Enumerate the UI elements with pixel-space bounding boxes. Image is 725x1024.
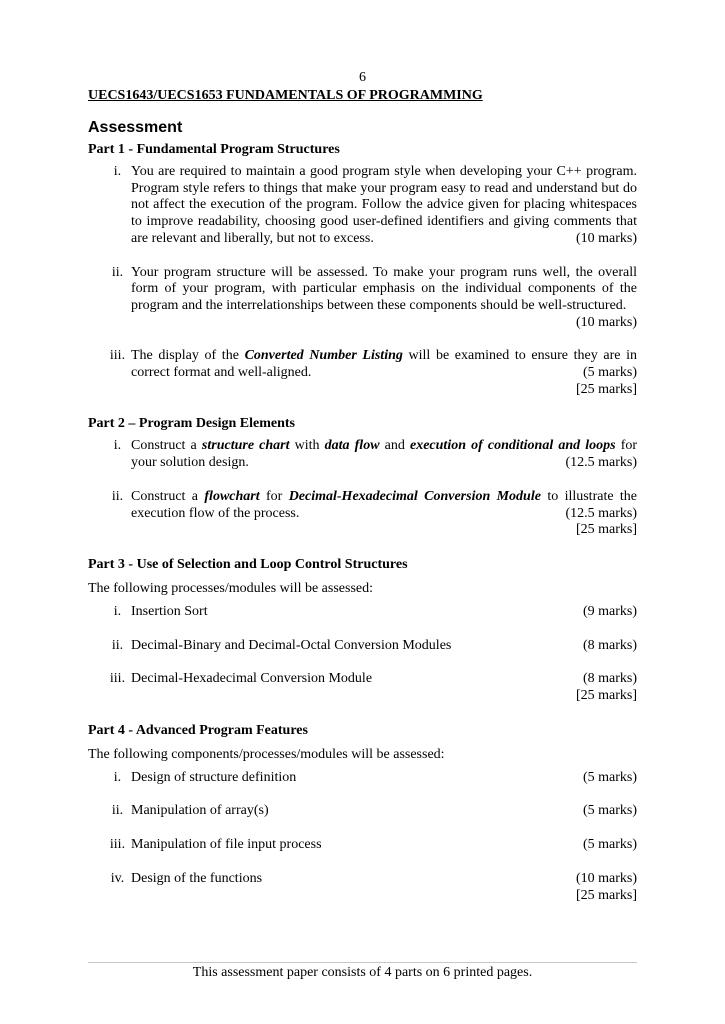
item-emphasis: flowchart [204, 488, 260, 504]
part-4-item-4 [88, 871, 637, 888]
part-3-section [88, 556, 637, 705]
item-text: Construct a [131, 438, 202, 454]
item-marks: (12.5 marks) [565, 455, 637, 471]
item-text-a: The display of the [131, 348, 245, 364]
item-number: ii. [111, 264, 124, 280]
part-4-section [88, 722, 637, 905]
item-emphasis: structure chart [201, 438, 290, 454]
item-emphasis: Converted Number Listing [244, 348, 403, 364]
document-page [88, 70, 637, 904]
part-1-title: Part 1 - Fundamental Program Structures [88, 142, 340, 157]
part-1-section [88, 141, 637, 398]
item-text: to illustrate the execution flow of the process. [131, 488, 638, 521]
item-marks: (5 marks) [582, 837, 637, 853]
item-text: Construct a [131, 488, 205, 504]
item-text: Insertion Sort [131, 603, 208, 619]
item-number: i. [113, 438, 122, 454]
item-text: Decimal-Binary and Decimal-Octal Conversion Modules [131, 637, 452, 653]
item-number: i. [113, 769, 122, 785]
part-1-item-1 [88, 164, 637, 248]
part-2-item-2 [88, 489, 637, 522]
part-4-title: Part 4 - Advanced Program Features [88, 722, 308, 738]
item-emphasis: data flow [324, 438, 380, 454]
part-3-title: Part 3 - Use of Selection and Loop Control Structures [88, 556, 408, 572]
item-number: ii. [111, 637, 124, 653]
page-number: 6 [359, 70, 366, 85]
item-number: iii. [109, 837, 126, 853]
part-1-item-3 [88, 348, 637, 381]
item-text: Design of structure definition [131, 769, 297, 785]
item-marks: (10 marks) [575, 870, 637, 886]
footer-divider [88, 962, 637, 963]
item-emphasis: Decimal-Hexadecimal Conversion Module [288, 488, 541, 504]
item-number: iii. [109, 671, 126, 687]
item-marks: (10 marks) [575, 314, 637, 330]
part-3-item-3 [88, 671, 637, 688]
item-marks: (9 marks) [582, 603, 637, 619]
item-text: You are required to maintain a good program style when developing your C++ program. Program style refers to things that make your program easy to read and understand but do not affect the execution of the program. Follow the advice given for placing whitespaces to improve readability, choosing good user-defined identifiers and giving comments that are relevant and liberally, but not to excess. [131, 164, 637, 246]
part-3-total: [25 marks] [575, 688, 637, 704]
item-marks: (8 marks) [582, 671, 637, 687]
item-text: for [259, 488, 289, 504]
part-3-item-2 [88, 638, 637, 655]
part-1-total: [25 marks] [575, 381, 637, 397]
part-3-intro: The following processes/modules will be assessed: [88, 580, 374, 596]
item-number: iii. [109, 348, 126, 364]
part-4-item-3 [88, 837, 637, 854]
item-text-b: will be examined to ensure they are in correct format and well-aligned. [131, 348, 637, 381]
part-4-intro: The following components/processes/modules will be assessed: [88, 746, 445, 762]
item-text: for your solution design. [131, 438, 638, 471]
item-text: Decimal-Hexadecimal Conversion Module [131, 671, 373, 687]
part-2-item-1 [88, 438, 637, 471]
item-marks: (8 marks) [582, 637, 637, 653]
part-2-title: Part 2 – Program Design Elements [88, 416, 295, 432]
item-marks: (5 marks) [582, 365, 637, 381]
part-4-item-1 [88, 770, 637, 787]
course-title: UECS1643/UECS1653 FUNDAMENTALS OF PROGRAMMING [88, 88, 483, 103]
item-number: i. [113, 164, 122, 179]
item-marks: (5 marks) [582, 769, 637, 785]
item-emphasis: execution of conditional and loops [410, 438, 616, 454]
item-text: Design of the functions [131, 870, 263, 886]
item-marks: (10 marks) [575, 230, 637, 246]
item-number: i. [113, 603, 122, 619]
part-1-item-2 [88, 265, 637, 332]
item-marks: (5 marks) [582, 803, 637, 819]
item-text: Manipulation of file input process [131, 837, 322, 853]
item-text: with [289, 438, 325, 454]
item-number: ii. [111, 488, 124, 504]
item-text: Manipulation of array(s) [131, 803, 269, 819]
item-text: Your program structure will be assessed. To make your program runs well, the overall form of your program, with particular emphasis on the individual components of the program and the interrelationships between these components should be well-structured. [131, 264, 637, 313]
part-2-section [88, 415, 637, 539]
part-3-item-1 [88, 604, 637, 621]
assessment-heading: Assessment [88, 119, 183, 136]
item-number: iv. [110, 870, 125, 886]
part-4-item-2 [88, 803, 637, 820]
footer-note: This assessment paper consists of 4 parts on 6 printed pages. [192, 965, 533, 980]
item-text: and [379, 438, 410, 454]
part-4-total: [25 marks] [575, 887, 637, 903]
part-2-total: [25 marks] [575, 522, 637, 538]
item-marks: (12.5 marks) [565, 505, 637, 521]
item-number: ii. [111, 803, 124, 819]
